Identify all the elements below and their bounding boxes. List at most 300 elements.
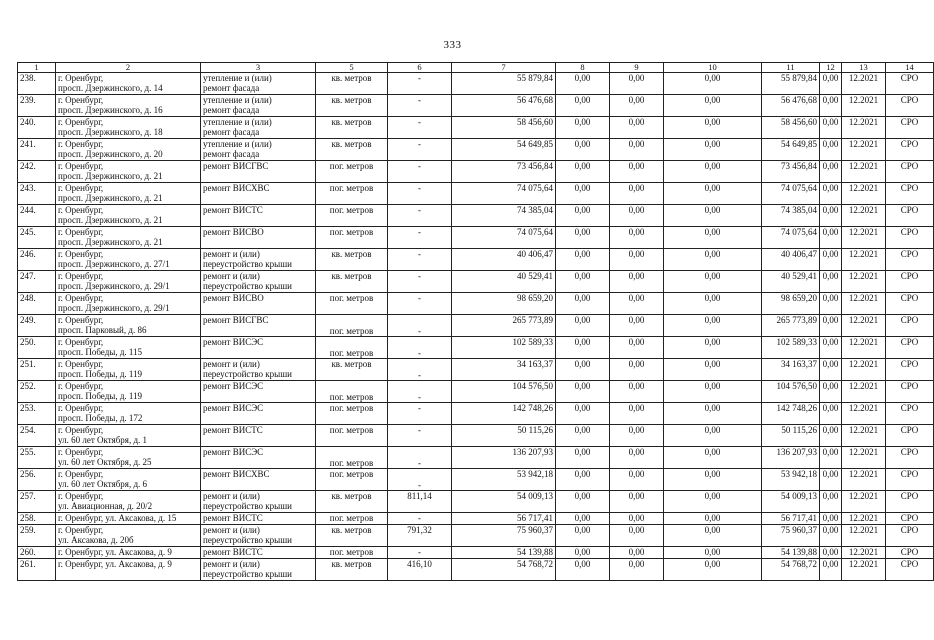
row-number: 249. [18,315,56,337]
address-line-1: г. Оренбург, [58,425,104,435]
funds-col-8: 0,00 [556,249,610,271]
work-type-line-2: ремонт фасада [203,83,260,93]
work-type-line-1: ремонт ВИСТС [203,425,263,435]
funds-col-8: 0,00 [556,161,610,183]
address-line-1: г. Оренбург, [58,139,104,149]
funds-col-10: 0,00 [664,491,762,513]
unit-cell: кв. метров [316,117,388,139]
address-cell [56,227,201,249]
funds-col-8: 0,00 [556,337,610,359]
unit-cell: пог. метров [316,447,388,469]
row-number: 243. [18,183,56,205]
funds-col-10: 0,00 [664,117,762,139]
row-number: 261. [18,559,56,581]
method-cell: СРО [886,227,934,249]
quantity-cell: - [388,117,452,139]
unit-cell: пог. метров [316,293,388,315]
column-number: 1 [18,63,56,73]
address-line-1: г. Оренбург, [58,315,104,325]
method-cell: СРО [886,491,934,513]
address-line-1: г. Оренбург, [58,161,104,171]
funds-col-12: 0,00 [820,359,842,381]
funds-col-8: 0,00 [556,381,610,403]
total-cost-cell: 54 009,13 [452,491,556,513]
deadline-cell: 12.2021 [842,249,886,271]
deadline-cell: 12.2021 [842,513,886,525]
funds-col-10: 0,00 [664,205,762,227]
column-number: 5 [316,63,388,73]
funds-col-11: 34 163,37 [762,359,820,381]
unit-cell: пог. метров [316,547,388,559]
address-line-1: г. Оренбург, [58,447,104,457]
work-type-cell [201,491,316,513]
funds-col-8: 0,00 [556,403,610,425]
work-type-line-1: ремонт ВИСЭС [203,447,264,457]
row-number: 248. [18,293,56,315]
funds-col-8: 0,00 [556,513,610,525]
method-cell: СРО [886,547,934,559]
funds-col-8: 0,00 [556,359,610,381]
method-cell: СРО [886,205,934,227]
address-cell [56,271,201,293]
table-row [18,337,934,359]
quantity-cell: - [388,293,452,315]
funds-col-8: 0,00 [556,293,610,315]
method-cell: СРО [886,513,934,525]
address-line-1: г. Оренбург, [58,293,104,303]
row-number: 244. [18,205,56,227]
funds-col-9: 0,00 [610,73,664,95]
method-cell: СРО [886,469,934,491]
address-cell [56,447,201,469]
address-cell [56,139,201,161]
method-cell: СРО [886,359,934,381]
funds-col-9: 0,00 [610,525,664,547]
funds-col-9: 0,00 [610,227,664,249]
deadline-cell: 12.2021 [842,381,886,403]
total-cost-cell: 40 406,47 [452,249,556,271]
work-type-cell [201,315,316,337]
unit-cell: пог. метров [316,227,388,249]
work-type-line-2: переустройство крыши [203,281,292,291]
funds-col-12: 0,00 [820,469,842,491]
address-line-1: г. Оренбург, [58,381,104,391]
funds-col-8: 0,00 [556,271,610,293]
row-number: 245. [18,227,56,249]
work-type-cell [201,559,316,581]
address-line-2: просп. Дзержинского, д. 21 [58,215,163,225]
work-type-cell [201,381,316,403]
total-cost-cell: 58 456,60 [452,117,556,139]
address-line-1: г. Оренбург, [58,205,104,215]
work-type-cell [201,403,316,425]
funds-col-12: 0,00 [820,227,842,249]
row-number: 260. [18,547,56,559]
funds-col-10: 0,00 [664,249,762,271]
address-cell [56,491,201,513]
address-line-1: г. Оренбург, [58,337,104,347]
work-type-line-1: ремонт и (или) [203,559,260,569]
funds-col-12: 0,00 [820,95,842,117]
work-type-line-1: ремонт и (или) [203,491,260,501]
table-row [18,381,934,403]
address-line-1: г. Оренбург, [58,95,104,105]
funds-col-11: 53 942,18 [762,469,820,491]
address-line-2: просп. Дзержинского, д. 21 [58,193,163,203]
deadline-cell: 12.2021 [842,183,886,205]
address-cell [56,381,201,403]
funds-col-11: 98 659,20 [762,293,820,315]
funds-col-8: 0,00 [556,547,610,559]
funds-col-9: 0,00 [610,117,664,139]
unit-cell: пог. метров [316,205,388,227]
funds-col-10: 0,00 [664,315,762,337]
row-number: 259. [18,525,56,547]
work-type-line-2: переустройство крыши [203,259,292,269]
unit-cell: пог. метров [316,425,388,447]
quantity-cell: - [388,547,452,559]
funds-col-10: 0,00 [664,73,762,95]
deadline-cell: 12.2021 [842,95,886,117]
column-number: 12 [820,63,842,73]
work-type-cell [201,447,316,469]
address-cell [56,337,201,359]
funds-col-11: 54 009,13 [762,491,820,513]
work-type-cell [201,95,316,117]
unit-cell: кв. метров [316,95,388,117]
unit-cell: кв. метров [316,73,388,95]
funds-col-12: 0,00 [820,161,842,183]
method-cell: СРО [886,315,934,337]
total-cost-cell: 56 476,68 [452,95,556,117]
work-type-line-1: ремонт ВИСХВС [203,469,270,479]
funds-col-11: 58 456,60 [762,117,820,139]
funds-col-10: 0,00 [664,95,762,117]
address-line-2: просп. Дзержинского, д. 16 [58,105,163,115]
address-line-1: г. Оренбург, [58,249,104,259]
funds-col-8: 0,00 [556,227,610,249]
table-row [18,469,934,491]
funds-col-10: 0,00 [664,359,762,381]
address-line-2: просп. Дзержинского, д. 27/1 [58,259,170,269]
address-line-2: ул. 60 лет Октября, д. 1 [58,435,148,445]
address-cell [56,403,201,425]
table-row [18,73,934,95]
funds-col-9: 0,00 [610,161,664,183]
funds-col-12: 0,00 [820,559,842,581]
funds-col-12: 0,00 [820,73,842,95]
funds-col-10: 0,00 [664,337,762,359]
quantity-cell: - [388,381,452,403]
table-body [18,73,934,581]
quantity-cell: - [388,73,452,95]
deadline-cell: 12.2021 [842,205,886,227]
column-number: 3 [201,63,316,73]
address-line-2: ул. Аксакова, д. 20б [58,535,134,545]
address-line-1: г. Оренбург, [58,183,104,193]
total-cost-cell: 54 649,85 [452,139,556,161]
work-type-line-2: ремонт фасада [203,149,260,159]
quantity-cell: 791,32 [388,525,452,547]
funds-col-12: 0,00 [820,315,842,337]
funds-col-9: 0,00 [610,95,664,117]
row-number: 254. [18,425,56,447]
address-line-1: г. Оренбург, [58,359,104,369]
address-line-2: ул. 60 лет Октября, д. 6 [58,479,148,489]
funds-col-12: 0,00 [820,271,842,293]
funds-col-10: 0,00 [664,559,762,581]
method-cell: СРО [886,73,934,95]
funds-col-11: 73 456,84 [762,161,820,183]
address-cell [56,425,201,447]
unit-cell: кв. метров [316,271,388,293]
funds-col-8: 0,00 [556,559,610,581]
funds-col-8: 0,00 [556,491,610,513]
row-number: 258. [18,513,56,525]
work-type-line-1: ремонт и (или) [203,271,260,281]
deadline-cell: 12.2021 [842,403,886,425]
funds-col-9: 0,00 [610,293,664,315]
total-cost-cell: 50 115,26 [452,425,556,447]
unit-cell: кв. метров [316,525,388,547]
work-type-cell [201,547,316,559]
deadline-cell: 12.2021 [842,425,886,447]
funds-col-10: 0,00 [664,227,762,249]
work-type-line-2: переустройство крыши [203,569,292,579]
column-number: 13 [842,63,886,73]
address-line-2: просп. Победы, д. 119 [58,391,143,401]
table-row [18,525,934,547]
funds-col-10: 0,00 [664,271,762,293]
unit-cell: пог. метров [316,381,388,403]
funds-col-11: 142 748,26 [762,403,820,425]
total-cost-cell: 74 075,64 [452,183,556,205]
deadline-cell: 12.2021 [842,117,886,139]
unit-cell: пог. метров [316,403,388,425]
address-line-2: просп. Дзержинского, д. 20 [58,149,163,159]
work-type-line-1: утепление и (или) [203,73,272,83]
funds-col-11: 104 576,50 [762,381,820,403]
address-line-2: просп. Победы, д. 172 [58,413,143,423]
unit-cell: кв. метров [316,491,388,513]
method-cell: СРО [886,117,934,139]
total-cost-cell: 34 163,37 [452,359,556,381]
work-type-line-2: переустройство крыши [203,535,292,545]
row-number: 239. [18,95,56,117]
funds-col-8: 0,00 [556,425,610,447]
method-cell: СРО [886,559,934,581]
deadline-cell: 12.2021 [842,469,886,491]
funds-col-12: 0,00 [820,447,842,469]
method-cell: СРО [886,447,934,469]
work-type-line-1: ремонт ВИСТС [203,547,263,557]
table-row [18,95,934,117]
funds-col-10: 0,00 [664,293,762,315]
address-line-2: ул. Авиационная, д. 20/2 [58,501,153,511]
table-row [18,183,934,205]
address-cell [56,293,201,315]
quantity-cell: - [388,249,452,271]
unit-cell: пог. метров [316,337,388,359]
funds-col-11: 50 115,26 [762,425,820,447]
funds-col-9: 0,00 [610,139,664,161]
work-type-cell [201,205,316,227]
funds-col-8: 0,00 [556,525,610,547]
address-line-2: просп. Дзержинского, д. 18 [58,127,163,137]
total-cost-cell: 55 879,84 [452,73,556,95]
funds-col-10: 0,00 [664,547,762,559]
method-cell: СРО [886,249,934,271]
deadline-cell: 12.2021 [842,447,886,469]
funds-col-8: 0,00 [556,183,610,205]
work-type-cell [201,139,316,161]
method-cell: СРО [886,381,934,403]
deadline-cell: 12.2021 [842,73,886,95]
row-number: 241. [18,139,56,161]
funds-col-9: 0,00 [610,359,664,381]
work-type-cell [201,425,316,447]
address-line-1: г. Оренбург, ул. Аксакова, д. 15 [58,513,177,523]
method-cell: СРО [886,525,934,547]
quantity-cell: - [388,469,452,491]
funds-col-10: 0,00 [664,183,762,205]
funds-col-8: 0,00 [556,315,610,337]
deadline-cell: 12.2021 [842,293,886,315]
method-cell: СРО [886,293,934,315]
row-number: 255. [18,447,56,469]
table-row [18,293,934,315]
total-cost-cell: 40 529,41 [452,271,556,293]
funds-col-9: 0,00 [610,337,664,359]
funds-col-11: 75 960,37 [762,525,820,547]
unit-cell: кв. метров [316,359,388,381]
funds-col-8: 0,00 [556,139,610,161]
page-number: 333 [443,39,462,51]
funds-col-8: 0,00 [556,469,610,491]
address-line-2: просп. Победы, д. 119 [58,369,143,379]
funds-col-12: 0,00 [820,249,842,271]
column-number: 9 [610,63,664,73]
funds-col-11: 265 773,89 [762,315,820,337]
funds-col-11: 40 529,41 [762,271,820,293]
method-cell: СРО [886,271,934,293]
work-type-line-1: ремонт ВИСЭС [203,381,264,391]
column-number: 2 [56,63,201,73]
total-cost-cell: 102 589,33 [452,337,556,359]
funds-col-9: 0,00 [610,249,664,271]
address-cell [56,183,201,205]
table-row [18,513,934,525]
table-row [18,161,934,183]
quantity-cell: - [388,447,452,469]
funds-col-9: 0,00 [610,491,664,513]
address-cell [56,117,201,139]
funds-col-8: 0,00 [556,73,610,95]
address-line-1: г. Оренбург, [58,403,104,413]
total-cost-cell: 136 207,93 [452,447,556,469]
funds-col-10: 0,00 [664,525,762,547]
table-row [18,205,934,227]
work-type-line-1: ремонт ВИСВО [203,293,264,303]
method-cell: СРО [886,139,934,161]
address-cell [56,469,201,491]
funds-col-12: 0,00 [820,425,842,447]
method-cell: СРО [886,425,934,447]
work-type-line-2: ремонт фасада [203,105,260,115]
work-type-line-1: ремонт ВИСТС [203,513,263,523]
funds-col-9: 0,00 [610,381,664,403]
work-type-cell [201,73,316,95]
unit-cell: пог. метров [316,315,388,337]
total-cost-cell: 104 576,50 [452,381,556,403]
funds-col-12: 0,00 [820,205,842,227]
work-type-cell [201,513,316,525]
total-cost-cell: 265 773,89 [452,315,556,337]
total-cost-cell: 142 748,26 [452,403,556,425]
funds-col-12: 0,00 [820,491,842,513]
table-row [18,117,934,139]
work-type-cell [201,469,316,491]
address-cell [56,359,201,381]
funds-col-11: 74 075,64 [762,227,820,249]
address-line-2: просп. Дзержинского, д. 29/1 [58,281,170,291]
quantity-cell: - [388,161,452,183]
work-type-line-1: ремонт ВИСТС [203,205,263,215]
table-row [18,447,934,469]
work-type-line-1: ремонт и (или) [203,525,260,535]
total-cost-cell: 74 385,04 [452,205,556,227]
deadline-cell: 12.2021 [842,271,886,293]
deadline-cell: 12.2021 [842,161,886,183]
work-type-line-1: ремонт ВИСХВС [203,183,270,193]
funds-col-11: 102 589,33 [762,337,820,359]
address-line-1: г. Оренбург, [58,227,104,237]
column-number-row [18,63,934,73]
table-row [18,315,934,337]
work-type-cell [201,249,316,271]
address-line-1: г. Оренбург, ул. Аксакова, д. 9 [58,547,172,557]
funds-col-9: 0,00 [610,559,664,581]
address-line-1: г. Оренбург, [58,469,104,479]
address-cell [56,161,201,183]
method-cell: СРО [886,183,934,205]
funds-col-9: 0,00 [610,547,664,559]
deadline-cell: 12.2021 [842,315,886,337]
work-type-line-1: утепление и (или) [203,139,272,149]
table-row [18,227,934,249]
column-number: 14 [886,63,934,73]
deadline-cell: 12.2021 [842,559,886,581]
funds-col-9: 0,00 [610,315,664,337]
table-row [18,139,934,161]
address-line-2: просп. Дзержинского, д. 29/1 [58,303,170,313]
row-number: 256. [18,469,56,491]
row-number: 242. [18,161,56,183]
funds-col-12: 0,00 [820,117,842,139]
funds-col-9: 0,00 [610,183,664,205]
funds-col-12: 0,00 [820,183,842,205]
unit-cell: кв. метров [316,139,388,161]
table-row [18,403,934,425]
quantity-cell: - [388,183,452,205]
row-number: 252. [18,381,56,403]
table-row [18,271,934,293]
table-row [18,249,934,271]
table-row [18,547,934,559]
row-number: 240. [18,117,56,139]
unit-cell: пог. метров [316,161,388,183]
funds-col-11: 74 385,04 [762,205,820,227]
